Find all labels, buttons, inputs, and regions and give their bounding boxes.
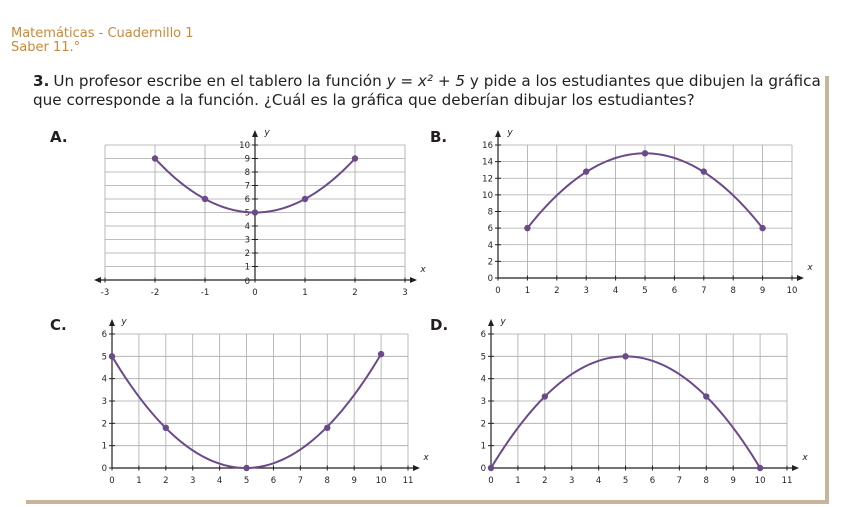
option-d-x-tick-label: 4	[595, 476, 602, 486]
option-b-x-tick-label: 4	[612, 286, 619, 296]
option-c-x-tick-label: 4	[216, 476, 223, 486]
option-b-x-tick-label: 2	[554, 286, 560, 296]
option-d-x-tick-label: 6	[649, 476, 656, 486]
option-b-x-tick-label: 7	[701, 286, 707, 296]
option-d-x-axis-label: x	[802, 453, 808, 463]
option-c-data-point	[378, 351, 384, 357]
option-a-data-point	[152, 155, 158, 161]
option-a-x-axis-arrow-left	[94, 277, 101, 283]
option-a-data-point	[352, 155, 358, 161]
question-text-before: Un profesor escribe en el tablero la función	[53, 72, 387, 90]
option-a-x-tick-label: -2	[150, 288, 160, 298]
option-d-data-point	[757, 465, 763, 471]
question-text-after: y pide a los estudiantes que dibujen la gráfica que corresponde a la función. ¿Cuál es la gráfica que deberían dibujar los estudiantes?	[33, 72, 821, 109]
option-c-y-tick-label: 1	[101, 441, 107, 452]
option-a-y-tick-label: 10	[239, 141, 250, 151]
option-c-label: C.	[50, 316, 67, 334]
option-d-data-point	[542, 393, 548, 399]
option-d-y-axis-label: y	[500, 317, 506, 327]
option-a-y-tick-label: 4	[244, 222, 250, 232]
option-a-y-tick-label: 9	[244, 154, 250, 165]
option-b-y-tick-label: 4	[487, 240, 493, 251]
option-a-y-axis-label: y	[264, 128, 270, 138]
option-b-y-tick-label: 6	[487, 224, 493, 235]
option-c-data-point	[163, 425, 169, 431]
option-b-y-axis-label: y	[507, 128, 513, 138]
option-d-y-tick-label: 6	[480, 330, 486, 340]
option-a-x-tick-label: -3	[100, 288, 110, 298]
option-c-y-axis-arrow	[109, 319, 115, 326]
option-b-y-tick-label: 2	[487, 257, 493, 268]
option-a-data-point	[202, 196, 208, 202]
option-b-x-tick-label: 6	[671, 286, 678, 296]
option-c-x-axis-label: x	[423, 453, 429, 463]
option-a-x-tick-label: 0	[252, 288, 258, 298]
question-number: 3.	[33, 72, 50, 90]
option-a-y-tick-label: 0	[244, 277, 250, 287]
option-d-data-point	[703, 393, 709, 399]
option-b-label: B.	[430, 128, 448, 146]
option-c-y-tick-label: 3	[101, 397, 107, 407]
option-a-label: A.	[50, 128, 68, 146]
option-c-y-tick-label: 4	[101, 374, 107, 385]
option-b-y-tick-label: 14	[482, 157, 493, 168]
option-b-x-tick-label: 1	[524, 286, 531, 296]
option-a-x-axis-arrow	[410, 277, 417, 283]
option-b-data-point	[583, 168, 589, 174]
option-a-data-point	[302, 196, 308, 202]
option-a-x-tick-label: 2	[352, 288, 358, 298]
header-subject: Matemáticas - Cuadernillo 1	[11, 26, 194, 41]
option-a-x-tick-label: 3	[402, 288, 408, 298]
option-b-data-point	[524, 225, 530, 231]
option-c-x-tick-label: 5	[243, 476, 250, 486]
option-c-x-tick-label: 11	[402, 476, 414, 486]
option-a-data-point	[252, 209, 258, 215]
option-d-y-tick-label: 3	[480, 397, 486, 407]
option-d-x-tick-label: 3	[569, 476, 575, 486]
option-a-x-tick-label: -1	[200, 288, 210, 298]
option-d-y-axis-arrow	[488, 319, 494, 326]
option-d-y-tick-label: 1	[480, 441, 486, 452]
option-d-y-tick-label: 5	[480, 352, 486, 363]
option-b-x-tick-label: 0	[495, 286, 501, 296]
option-a-y-tick-label: 3	[244, 235, 250, 246]
option-b-x-tick-label: 5	[642, 286, 648, 296]
option-d-data-point	[488, 465, 494, 471]
option-c-x-axis-arrow	[413, 465, 420, 471]
option-a-x-tick-label: 1	[302, 288, 308, 298]
option-c-x-tick-label: 2	[163, 476, 169, 486]
option-c-y-tick-label: 6	[101, 330, 107, 340]
header-level: Saber 11.°	[11, 40, 81, 55]
option-c-x-tick-label: 0	[109, 476, 115, 486]
option-d-x-tick-label: 9	[730, 476, 736, 486]
option-b-y-tick-label: 0	[487, 274, 493, 284]
option-d-y-tick-label: 4	[480, 374, 486, 385]
option-b-x-tick-label: 3	[583, 286, 589, 296]
option-c-y-axis-label: y	[121, 317, 127, 327]
option-b-data-point	[642, 150, 648, 156]
option-b-data-point	[759, 225, 765, 231]
option-c-x-tick-label: 7	[297, 476, 304, 486]
option-b-y-axis-arrow	[495, 130, 501, 137]
option-a-y-tick-label: 5	[244, 208, 250, 219]
option-a-x-axis-label: x	[420, 265, 426, 275]
option-c-data-point	[324, 425, 330, 431]
option-a-y-tick-label: 8	[244, 168, 250, 178]
option-c-x-tick-label: 10	[375, 476, 387, 486]
option-b-y-tick-label: 16	[482, 141, 493, 151]
option-a-y-axis-arrow	[252, 130, 258, 137]
option-a-y-tick-label: 7	[244, 181, 250, 192]
option-b-y-tick-label: 12	[482, 174, 493, 185]
option-d-x-tick-label: 0	[488, 476, 494, 486]
option-d-x-tick-label: 5	[622, 476, 629, 486]
option-d-label: D.	[430, 316, 449, 334]
option-b-x-tick-label: 8	[730, 286, 736, 296]
option-c-x-tick-label: 9	[351, 476, 357, 486]
option-d-x-tick-label: 1	[515, 476, 521, 486]
option-d-x-tick-label: 8	[703, 476, 709, 486]
option-d-data-point	[622, 353, 628, 359]
option-c-data-point	[243, 465, 249, 471]
option-d-x-axis-arrow	[792, 465, 799, 471]
option-b-x-tick-label: 10	[786, 286, 798, 296]
option-c-y-tick-label: 2	[101, 419, 107, 430]
option-c-data-point	[109, 353, 115, 359]
option-b-y-tick-label: 8	[487, 207, 493, 218]
option-c-y-tick-label: 5	[101, 352, 107, 363]
option-c-y-tick-label: 0	[101, 464, 107, 474]
option-a-y-tick-label: 1	[244, 262, 250, 273]
option-d-y-tick-label: 2	[480, 419, 486, 430]
option-d-x-tick-label: 2	[542, 476, 548, 486]
option-b-y-tick-label: 10	[482, 190, 493, 201]
option-b-x-tick-label: 9	[759, 286, 766, 296]
option-b-x-axis-arrow	[797, 275, 804, 281]
option-d-x-tick-label: 10	[754, 476, 766, 486]
option-d-y-tick-label: 0	[480, 464, 486, 474]
option-c-x-tick-label: 1	[136, 476, 142, 486]
option-a-y-tick-label: 6	[244, 195, 250, 205]
option-a-y-tick-label: 2	[244, 249, 250, 259]
option-d-x-tick-label: 7	[676, 476, 683, 486]
option-b-x-axis-label: x	[807, 263, 813, 273]
option-c-x-tick-label: 8	[324, 476, 330, 486]
option-d-x-tick-label: 11	[781, 476, 793, 486]
option-b-data-point	[701, 168, 707, 174]
option-c-x-tick-label: 6	[270, 476, 277, 486]
option-c-x-tick-label: 3	[190, 476, 196, 486]
question-formula: y = x² + 5	[386, 72, 466, 90]
